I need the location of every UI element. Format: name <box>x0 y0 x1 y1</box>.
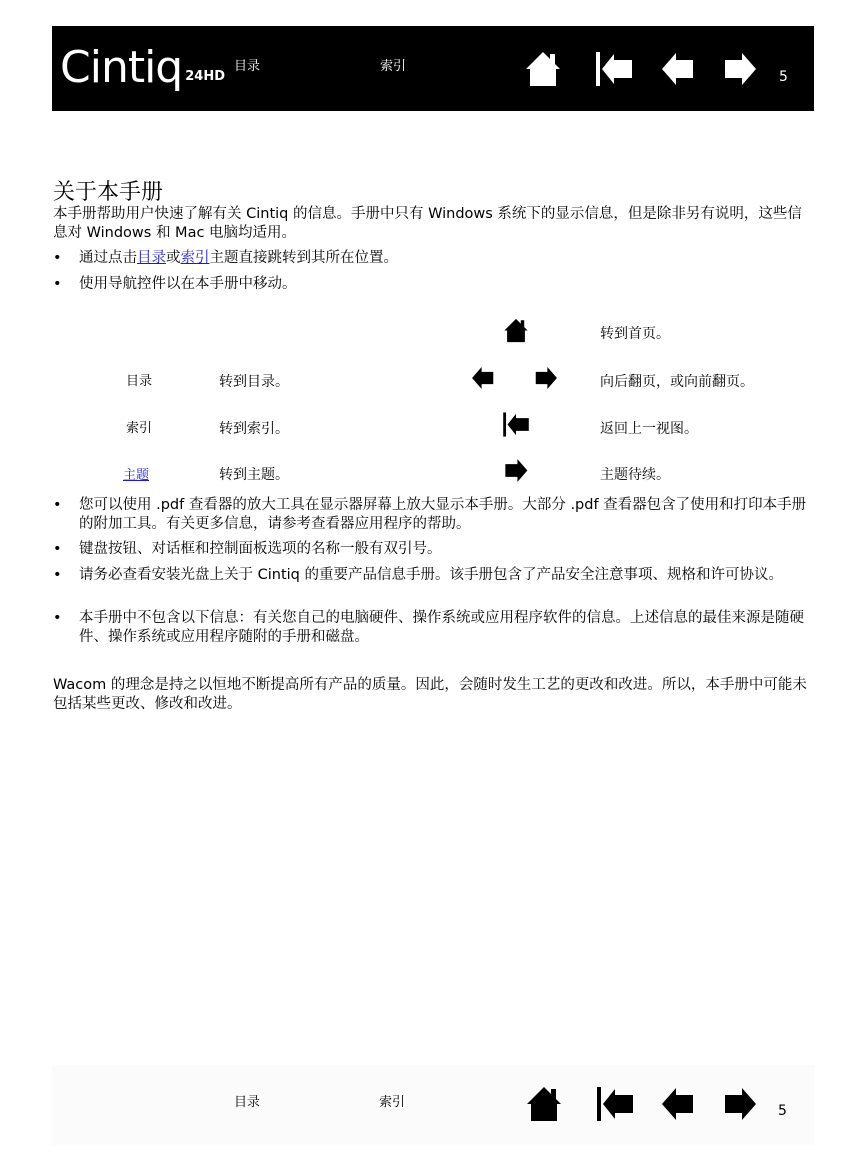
logo-model: 24HD <box>185 69 226 84</box>
bullet-text: 使用导航控件以在本手册中移动。 <box>79 276 297 292</box>
bullet-item <box>53 566 813 606</box>
back-arrow-icon[interactable] <box>660 50 696 88</box>
table-label-contents: 目录 <box>126 374 153 389</box>
closing-paragraph: Wacom 的理念是持之以恒地不断提高所有产品的质量。因此，会随时发生工艺的更改和改进。所以，本手册中可能未包括某些更改、修改和改进。 <box>53 677 807 712</box>
bullet-dot: • <box>53 250 62 266</box>
contents-inline-link[interactable]: 目录 <box>137 250 166 266</box>
continue-arrow-icon <box>503 457 529 484</box>
bullet-text: 请务必查看安装光盘上关于 Cintiq 的重要产品信息手册。该手册包含了产品安全注意事项、规格和许可协议。 <box>79 567 783 583</box>
bullet-text <box>79 249 811 268</box>
home-icon[interactable] <box>525 1085 563 1123</box>
bullet-text: 您可以使用 .pdf 查看器的放大工具在显示器屏幕上放大显示本手册。大部分 .pdf 查看器包含了使用和打印本手册的附加工具。有关更多信息，请参考查看器应用程序的帮助。 <box>79 497 807 532</box>
intro-paragraph: 本手册帮助用户快速了解有关 Cintiq 的信息。手册中只有 Windows 系统下的显示信息，但是除非另有说明，这些信息对 Windows 和 Mac 电脑均适用。 <box>53 206 802 241</box>
bottom-nav-bar <box>52 1065 814 1145</box>
cintiq-logo <box>60 40 226 93</box>
bullet-text: 键盘按钮、对话框和控制面板选项的名称一般有双引号。 <box>79 541 442 557</box>
table-desc-contents: 转到目录。 <box>219 374 289 390</box>
page-title: 关于本手册 <box>53 180 164 205</box>
table-label-index: 索引 <box>126 421 153 436</box>
back-arrow-icon <box>470 365 496 391</box>
bullet-dot: • <box>53 541 62 557</box>
table-desc-page-flip: 向后翻页，或向前翻页。 <box>600 374 754 390</box>
index-inline-link[interactable]: 索引 <box>180 250 210 266</box>
index-link[interactable]: 索引 <box>379 1095 406 1110</box>
page-number: 5 <box>778 1103 787 1119</box>
table-desc-continue: 主题待续。 <box>600 467 670 483</box>
table-desc-topic: 转到主题。 <box>219 467 289 483</box>
bullet-dot: • <box>53 497 62 513</box>
contents-link[interactable]: 目录 <box>234 1095 261 1110</box>
bullet-dot: • <box>53 276 62 292</box>
table-desc-home: 转到首页。 <box>600 326 670 342</box>
first-page-icon[interactable] <box>595 1085 635 1123</box>
bullet-item <box>53 496 813 536</box>
bullet-dot: • <box>53 567 62 583</box>
forward-arrow-icon[interactable] <box>722 50 758 88</box>
home-icon[interactable] <box>524 50 562 88</box>
logo-wordmark: Cintiq <box>60 42 183 93</box>
forward-arrow-icon <box>533 365 559 391</box>
bullet-text: 本手册中不包含以下信息：有关您自己的电脑硬件、操作系统或应用程序软件的信息。上述信息的最佳来源是随硬件、操作系统或应用程序随附的手册和磁盘。 <box>79 610 804 645</box>
bullet-item <box>53 609 813 649</box>
forward-arrow-icon[interactable] <box>722 1085 758 1123</box>
home-icon <box>503 317 529 344</box>
contents-link[interactable]: 目录 <box>234 59 261 74</box>
table-desc-previous-view: 返回上一视图。 <box>600 421 698 437</box>
table-desc-index: 转到索引。 <box>219 421 289 437</box>
topic-inline-link[interactable]: 主题 <box>123 468 150 483</box>
bullet-dot: • <box>53 610 62 626</box>
first-page-icon[interactable] <box>594 50 634 88</box>
bullet-text-part: 主题直接跳转到其所在位置。 <box>209 250 398 266</box>
index-link[interactable]: 索引 <box>380 59 407 74</box>
bullet-text-part: 或 <box>166 250 181 266</box>
top-nav-bar <box>52 26 814 111</box>
first-page-icon <box>501 411 531 438</box>
back-arrow-icon[interactable] <box>660 1085 696 1123</box>
page-number: 5 <box>779 69 788 85</box>
bullet-text-part: 通过点击 <box>79 250 137 266</box>
